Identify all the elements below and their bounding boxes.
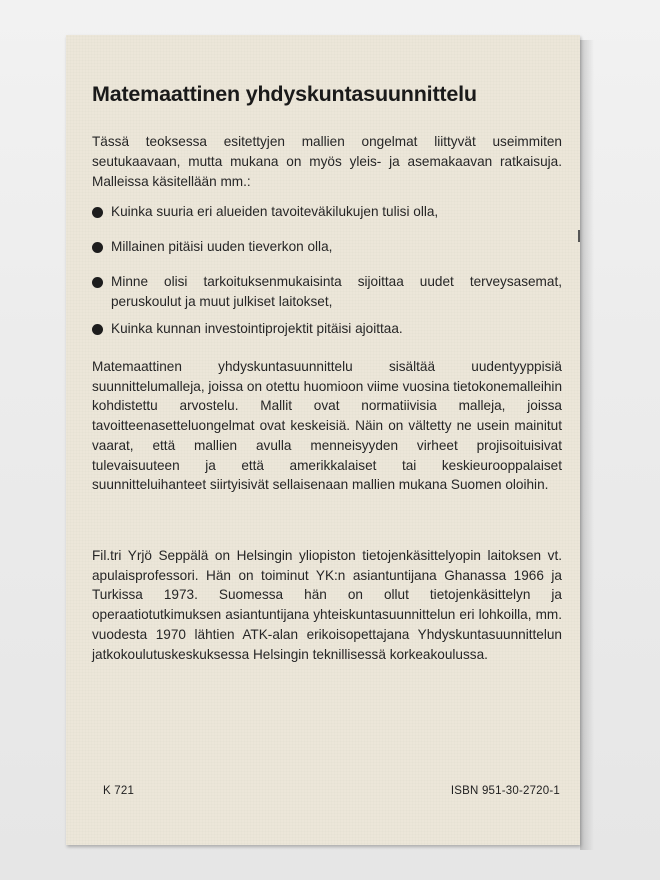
catalog-code: K 721 [103,785,135,797]
bullet-item [92,237,562,257]
book-back-cover [66,35,580,845]
bullet-icon [92,242,103,253]
description-paragraph: Matemaattinen yhdyskuntasuunnittelu sisältää uudentyyppisiä suunnittelumalleja, joissa on otettu huomioon viime vuosina tietokonemalleihin kohdistettu arvostelu. Mallit ovat normatiivisia malleja, joissa tavoitteenasetteluongelmat ovat keskeisiä. Näin on vältetty ne usein mainitut vaarat, että mallien avulla menneisyyden virheet projisoituisivat tulevaisuuteen ja että amerikkalaiset tai keskieurooppalaiset suunnitteluihanteet siirtyisivät sellaisenaan mallien mukana Suomen oloihin. [92,359,563,493]
isbn: ISBN 951-30-2720-1 [450,785,560,797]
bullet-text: Kuinka kunnan investointiprojektit pitäisi ajoittaa. [111,321,403,336]
bullet-icon [92,207,103,218]
bullet-text: Minne olisi tarkoituksenmukaisinta sijoittaa uudet terveysasemat, peruskoulut ja muut julkiset laitokset, [111,274,562,309]
bullet-item [92,319,562,339]
bullet-item [92,272,562,312]
bullet-text: Kuinka suuria eri alueiden tavoiteväkilukujen tulisi olla, [111,204,439,219]
author-bio-paragraph: Fil.tri Yrjö Seppälä on Helsingin yliopiston tietojenkäsittelyopin laitoksen vt. apulaisprofessori. Hän on toiminut YK:n asiantuntijana Ghanassa 1966 ja Turkissa 1973. Suomessa hän on ollut tietojenkäsittelyn ja operaatiotutkimuksen asiantuntijana yhteiskuntasuunnittelun eri lohkoilla, mm. vuodesta 1970 lähtien ATK-alan erikoisopettajana Yhdyskuntasuunnittelun jatkokoulutuskeskuksessa Helsingin teknillisessä korkeakoulussa. [92,548,562,662]
book-title: Matemaattinen yhdyskuntasuunnittelu [92,82,477,106]
cover-edge-mark [578,230,580,242]
bullet-icon [92,324,103,335]
intro-paragraph: Tässä teoksessa esitettyjen mallien ongelmat liittyvät useimmiten seutukaavaan, mutta mukana on myös yleis- ja asemakaavan ratkaisuja. Malleissa käsitellään mm.: [92,134,562,189]
bullet-text: Millainen pitäisi uuden tieverkon olla, [111,239,333,254]
bullet-item [92,202,562,222]
bullet-icon [92,277,103,288]
book-shadow [580,40,594,850]
